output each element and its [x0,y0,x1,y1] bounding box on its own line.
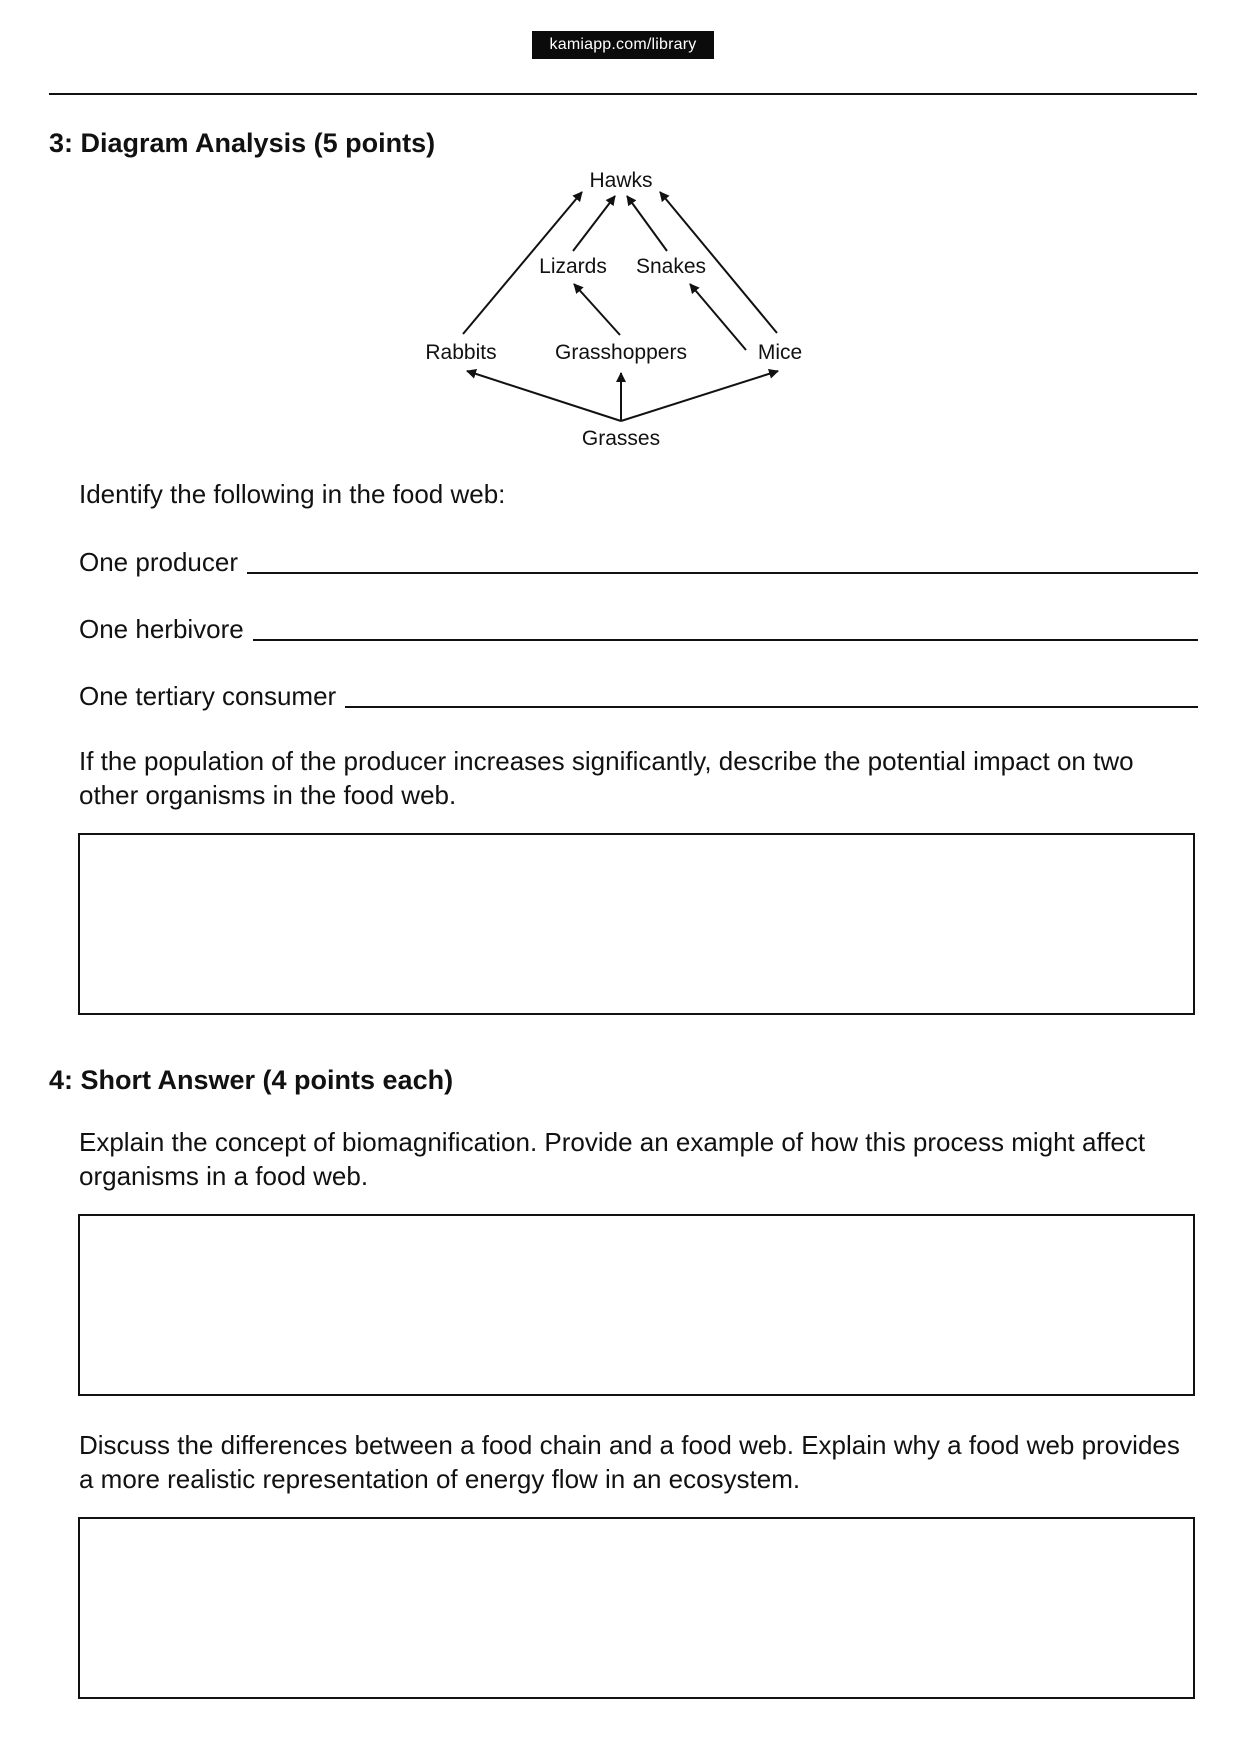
source-badge[interactable]: kamiapp.com/library [532,31,714,59]
node-grasses: Grasses [581,427,661,450]
food-chain-vs-web-answer-box[interactable] [78,1517,1195,1699]
producer-impact-answer-box[interactable] [78,833,1195,1015]
herbivore-field[interactable] [79,608,1198,644]
node-lizards: Lizards [539,255,607,278]
edge-grasshoppers-lizards [574,284,620,335]
node-hawks: Hawks [589,169,653,192]
identify-prompt: Identify the following in the food web: [79,479,506,509]
section-4-title: 4: Short Answer (4 points each) [49,1065,454,1095]
tertiary-consumer-label: One tertiary consumer [79,681,337,711]
producer-label: One producer [79,547,238,577]
node-mice: Mice [757,341,803,364]
section-3-title: 3: Diagram Analysis (5 points) [49,128,436,158]
food-chain-vs-web-question: Discuss the differences between a food chain and a food web. Explain why a food web provides a more realistic representation of energy flow in an ecosystem. [79,1430,1180,1494]
edge-grasses-mice [621,371,778,421]
edge-mice-snakes [690,284,746,350]
producer-field[interactable] [79,541,1198,577]
tertiary-consumer-answer-line[interactable] [345,705,1198,708]
node-snakes: Snakes [635,255,707,278]
biomagnification-question: Explain the concept of biomagnification. Provide an example of how this process might affect organisms in a food web. [79,1127,1146,1191]
producer-impact-question: If the population of the producer increases significantly, describe the potential impact on two other organisms in the food web. [79,746,1134,810]
edge-lizards-hawks [573,196,615,251]
food-web-diagram [0,0,1240,460]
herbivore-label: One herbivore [79,614,244,644]
biomagnification-answer-box[interactable] [78,1214,1195,1396]
herbivore-answer-line[interactable] [253,638,1198,641]
producer-answer-line[interactable] [247,571,1198,574]
node-grasshoppers: Grasshoppers [555,341,687,364]
edge-grasses-rabbits [467,371,621,421]
tertiary-consumer-field[interactable] [79,675,1198,711]
node-rabbits: Rabbits [425,341,497,364]
edge-snakes-hawks [627,196,667,251]
